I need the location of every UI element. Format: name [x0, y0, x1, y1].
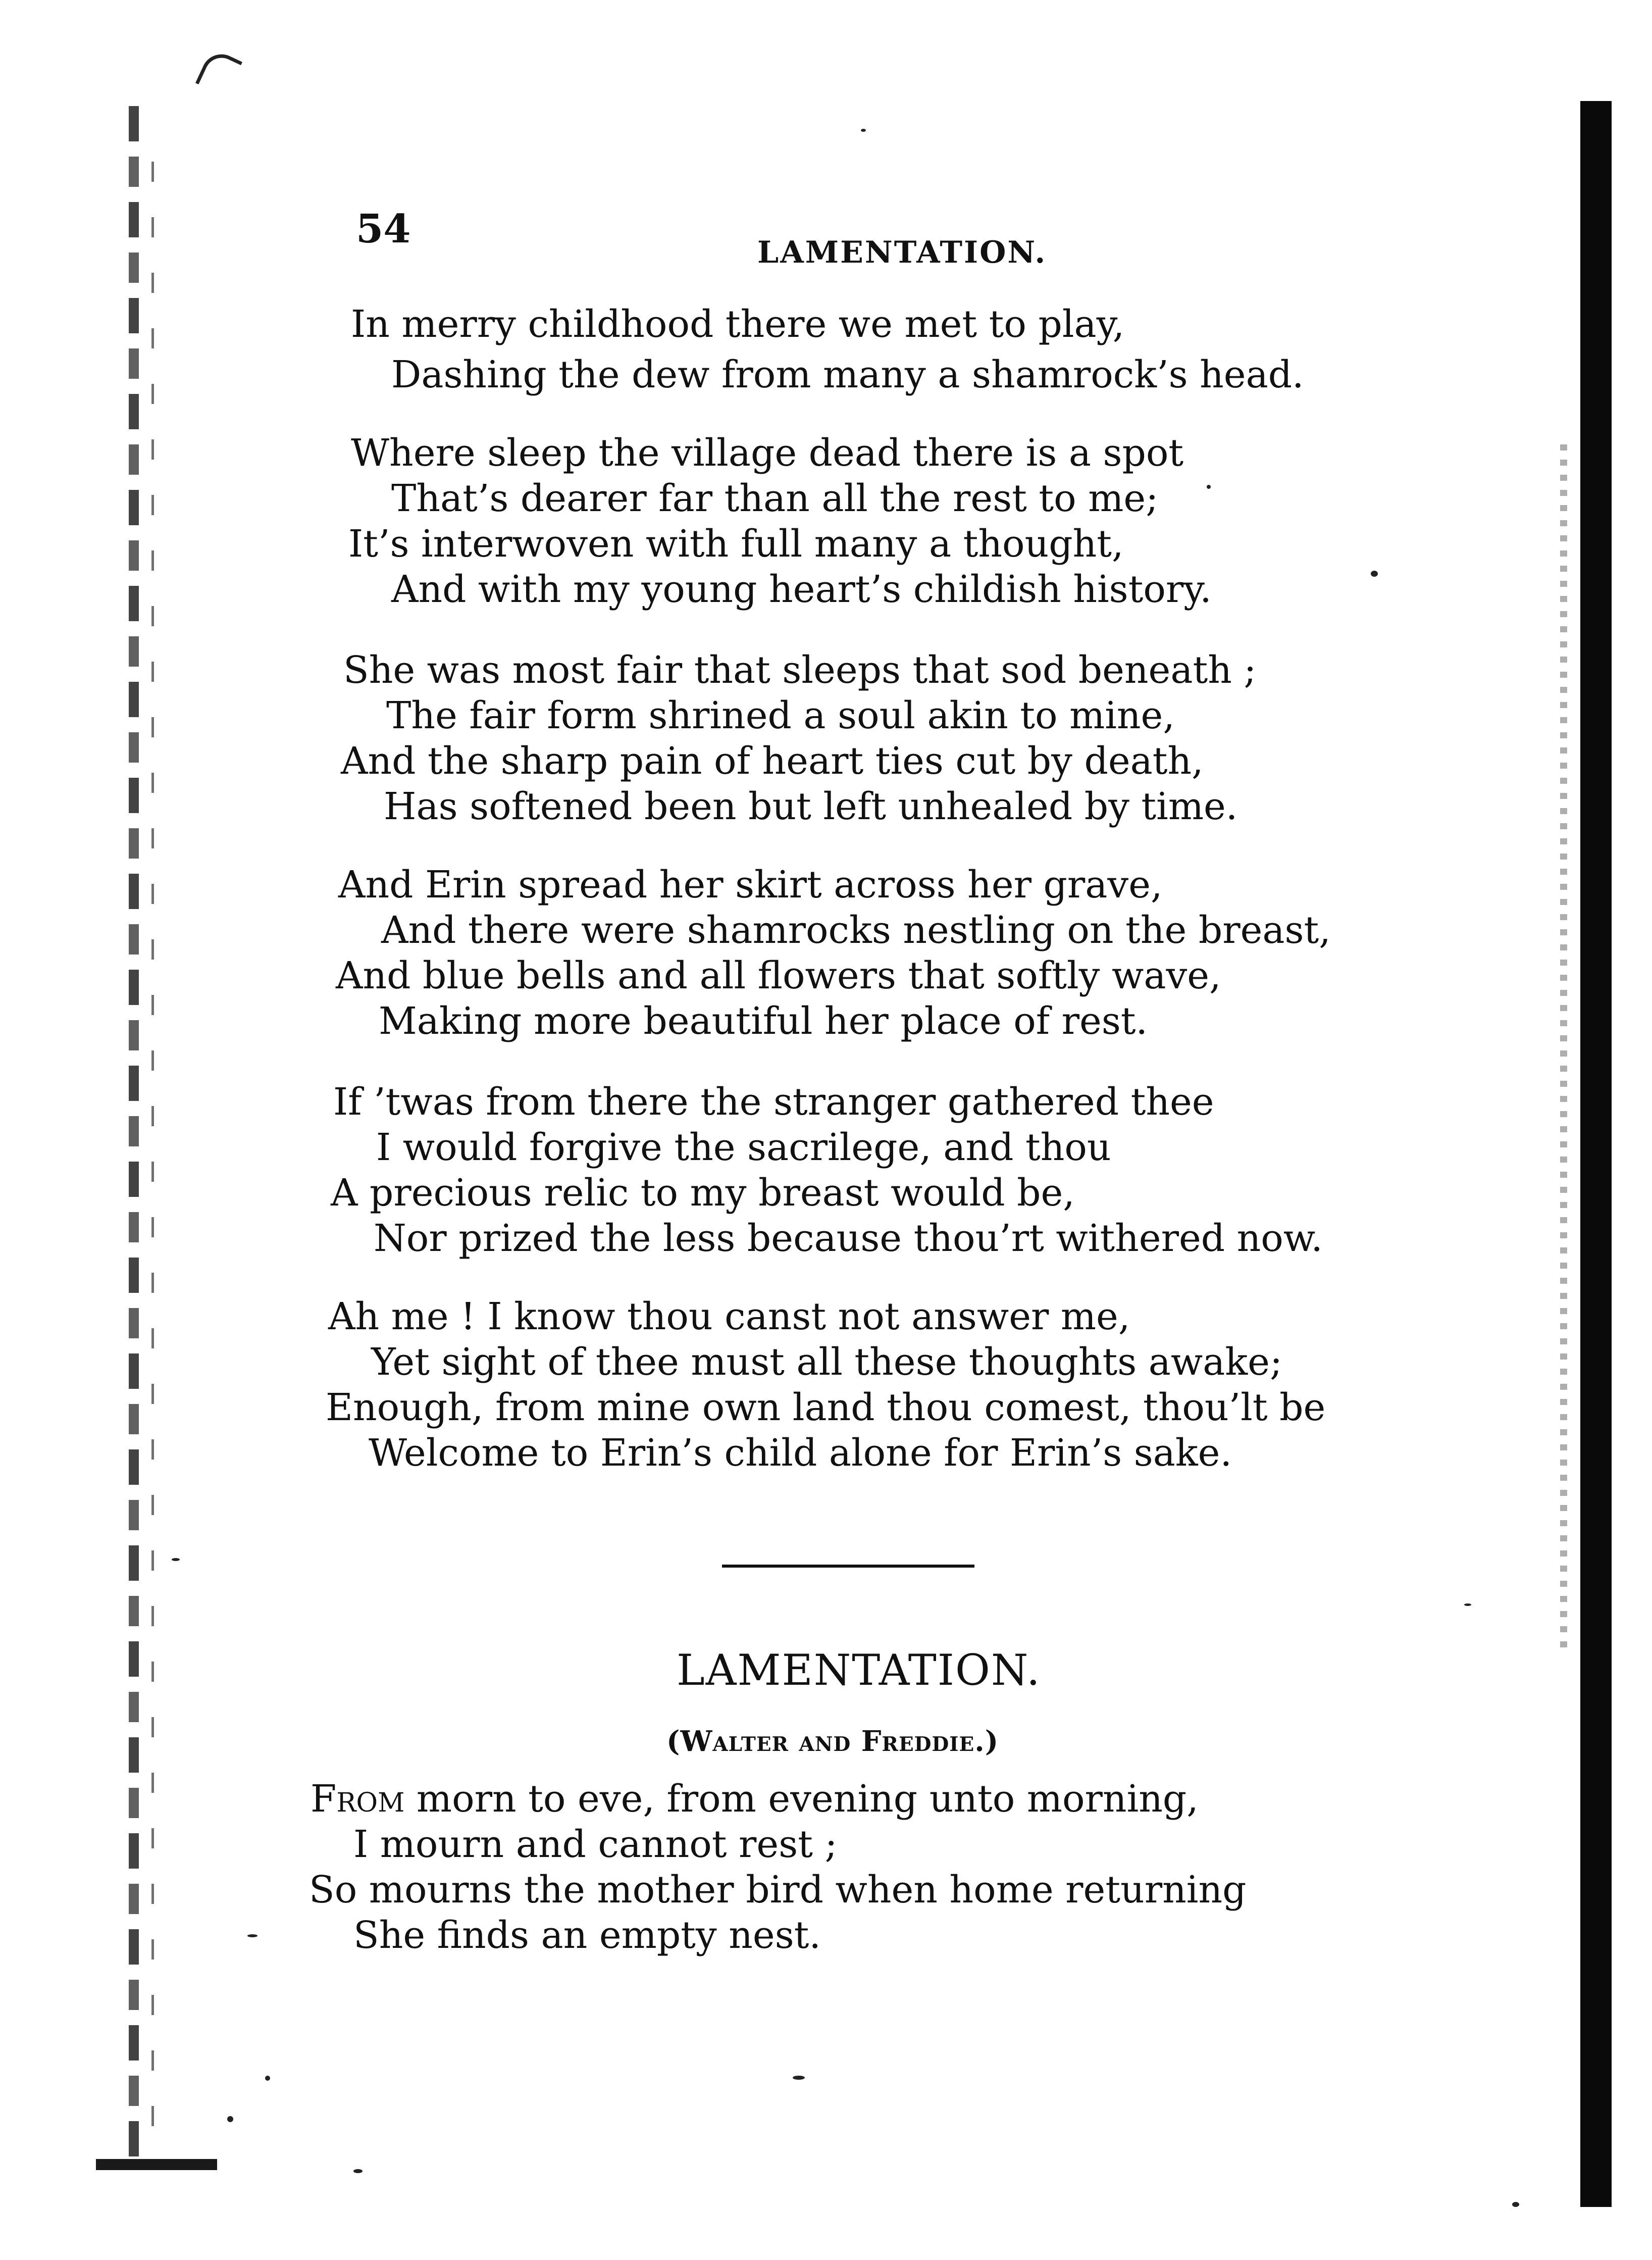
poem-line: And blue bells and all flowers that softly wave, [336, 954, 1221, 997]
poem-line: Enough, from mine own land thou comest, thou’lt be [326, 1386, 1326, 1429]
poem-line: In merry childhood there we met to play, [351, 303, 1125, 346]
poem-line: Dashing the dew from many a shamrock’s head. [391, 353, 1304, 396]
section-divider [722, 1565, 974, 1568]
scan-speck [1512, 2202, 1519, 2207]
scan-speck [353, 2169, 363, 2173]
poem-line: I mourn and cannot rest ; [353, 1823, 838, 1866]
poem-line: Yet sight of thee must all these thoughts awake; [371, 1340, 1282, 1384]
poem-line: And Erin spread her skirt across her grave, [338, 863, 1163, 907]
right-page-edge [1580, 101, 1612, 2207]
poem-line [311, 1777, 1199, 1821]
poem-line: Making more beautiful her place of rest. [379, 999, 1148, 1043]
left-binding-shadow [151, 162, 154, 2151]
scan-speck [1207, 485, 1211, 489]
right-edge-speckle [1560, 444, 1567, 1656]
scan-speck [861, 129, 866, 132]
poem-line: She finds an empty nest. [353, 1914, 821, 1957]
first-word-small-caps: From [311, 1777, 405, 1821]
poem-line: Nor prized the less because thou’rt withered now. [374, 1217, 1323, 1260]
poem-line: So mourns the mother bird when home returning [309, 1868, 1247, 1912]
poem-line: That’s dearer far than all the rest to me; [391, 477, 1159, 520]
scan-speck [172, 1558, 180, 1561]
scan-speck [247, 1934, 257, 1937]
page-number: 54 [356, 206, 411, 252]
corner-mark [195, 47, 242, 97]
bottom-left-edge [96, 2159, 217, 2170]
running-head: LAMENTATION. [757, 235, 1047, 270]
scan-speck [1371, 571, 1378, 577]
poem-line: If ’twas from there the stranger gathered thee [333, 1080, 1214, 1124]
poem-title: LAMENTATION. [677, 1645, 1041, 1695]
poem-line: And the sharp pain of heart ties cut by death, [341, 739, 1204, 783]
poem-line: A precious relic to my breast would be, [331, 1171, 1075, 1215]
poem-line: And there were shamrocks nestling on the breast, [381, 909, 1331, 952]
scan-speck [265, 2076, 270, 2081]
subtitle-dedication: Walter and Freddie. [680, 1725, 985, 1758]
poem-line: It’s interwoven with full many a thought, [348, 522, 1124, 566]
poem-line: The fair form shrined a soul akin to mine, [386, 694, 1175, 737]
poem-line: Has softened been but left unhealed by time. [384, 785, 1238, 828]
scan-speck [227, 2116, 233, 2122]
poem-line: Where sleep the village dead there is a spot [351, 431, 1184, 475]
left-binding-edge [129, 106, 139, 2167]
poem-line: She was most fair that sleeps that sod beneath ; [343, 648, 1257, 692]
poem-line: I would forgive the sacrilege, and thou [376, 1126, 1111, 1169]
poem-line: Welcome to Erin’s child alone for Erin’s sake. [369, 1431, 1232, 1475]
subtitle-close-paren: ) [985, 1725, 999, 1758]
poem-subtitle [666, 1725, 999, 1758]
first-line-rest: morn to eve, from evening unto morning, [404, 1777, 1199, 1821]
poem-line: Ah me ! I know thou canst not answer me, [328, 1295, 1130, 1338]
scan-speck [1464, 1603, 1471, 1606]
poem-line: And with my young heart’s childish history. [391, 568, 1212, 611]
subtitle-open-paren: ( [666, 1725, 681, 1758]
scan-speck [793, 2076, 805, 2080]
